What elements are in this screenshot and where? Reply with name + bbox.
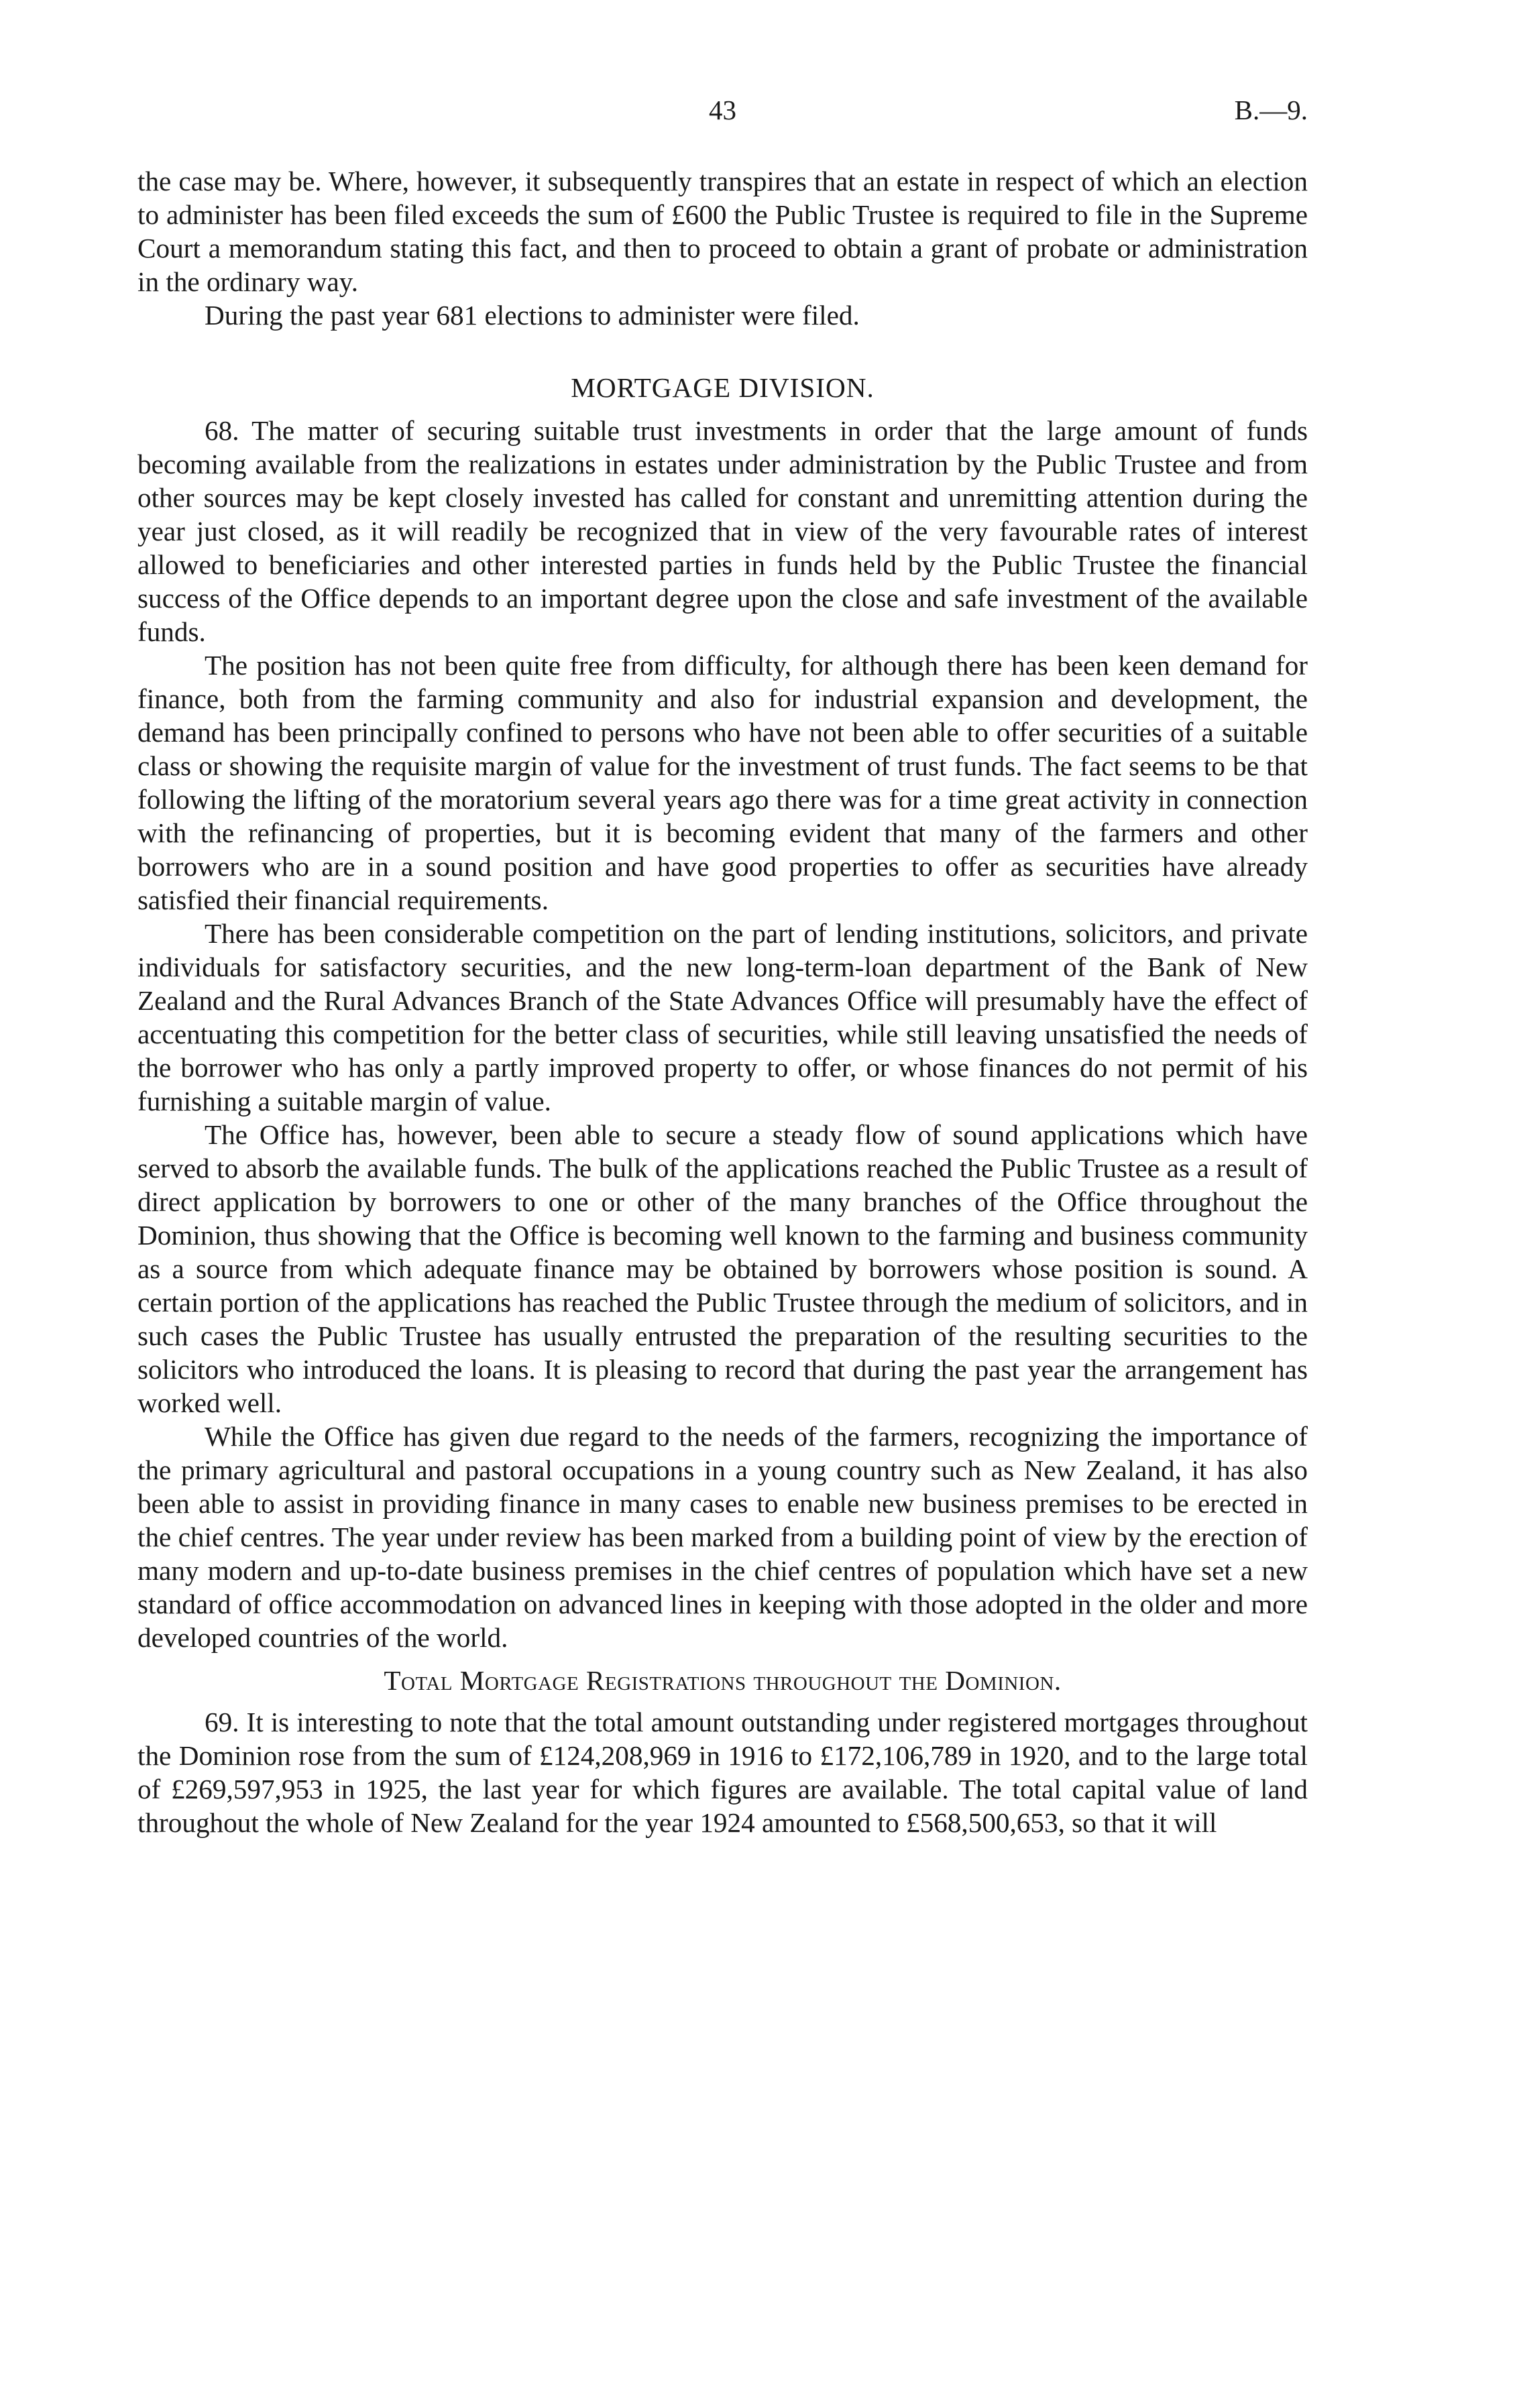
document-reference: B.—9. <box>1234 95 1308 125</box>
paragraph-farmers: While the Office has given due regard to the needs of the farmers, recognizing the importance of the primary agricultural and pastoral occupations in a young country such as New Zealand, it has also been able to assist in providing finance in many cases to enable new business premises to be erected in the chief centres. The year under review has been marked from a building point of view by the erection of many modern and up-to-date business premises in the chief centres of population which have set a new standard of office accommodation on advanced lines in keeping with those adopted in the older and more developed countries of the world. <box>137 1421 1308 1653</box>
paragraph-69: 69. It is interesting to note that the total amount outstanding under registered mortgages throughout the Dominion rose from the sum of £124,208,969 in 1916 to £172,106,789 in 1920, and to the large total of £269,597,953 in 1925, the last year for which figures are available. The total capital value of land throughout the whole of New Zealand for the year 1924 amounted to £568,500,653, so that it will <box>137 1707 1308 1838</box>
page-header <box>137 94 1308 134</box>
page-body <box>137 164 1308 1839</box>
paragraph-position: The position has not been quite free from difficulty, for although there has been keen demand for finance, both from the farming community and also for industrial expansion and development, the demand has been principally confined to persons who have not been able to offer securities of a suitable class or showing the requisite margin of value for the investment of trust funds. The fact seems to be that following the lifting of the moratorium several years ago there was for a time great activity in connection with the refinancing of properties, but it is becoming evident that many of the farmers and other borrowers who are in a sound position and have good properties to offer as securities have already satisfied their financial requirements. <box>137 650 1308 915</box>
paragraph-68: 68. The matter of securing suitable trust investments in order that the large amount of funds becoming available from the realizations in estates under administration by the Public Trustee and from other sources may be kept closely invested has called for constant and unremitting attention during the year just closed, as it will readily be recognized that in view of the very favourable rates of interest allowed to beneficiaries and other interested parties in funds held by the Public Trustee the financial success of the Office depends to an important degree upon the close and safe investment of the available funds. <box>137 415 1308 647</box>
paragraph-applications: The Office has, however, been able to secure a steady flow of sound applications which have served to absorb the available funds. The bulk of the applications reached the Public Trustee as a result of direct application by borrowers to one or other of the many branches of the Office throughout the Dominion, thus showing that the Office is becoming well known to the farming and business community as a source from which adequate finance may be obtained by borrowers whose position is sound. A certain portion of the applications has reached the Public Trustee through the medium of solicitors, and in such cases the Public Trustee has usually entrusted the preparation of the resulting securities to the solicitors who introduced the loans. It is pleasing to record that during the past year the arrangement has worked well. <box>137 1119 1308 1418</box>
section-heading-mortgage-division: MORTGAGE DIVISION. <box>571 372 875 403</box>
page-number: 43 <box>709 95 736 125</box>
paragraph-competition: There has been considerable competition on the part of lending institutions, solicitors, and private individuals for satisfactory securities, and the new long-term-loan department of the Bank of New Zealand and the Rural Advances Branch of the State Advances Office will presumably have the effect of accentuating this competition for the better class of securities, while still leaving unsatisfied the needs of the borrower who has only a partly improved property to offer, or whose finances do not permit of his furnishing a suitable margin of value. <box>137 918 1308 1116</box>
paragraph-continued: the case may be. Where, however, it subsequently transpires that an estate in respect of which an election to administer has been filed exceeds the sum of £600 the Public Trustee is required to file in the Supreme Court a memorandum stating this fact, and then to proceed to obtain a grant of probate or administration in the ordinary way. <box>137 166 1308 297</box>
paragraph-elections: During the past year 681 elections to administer were filed. <box>205 300 860 331</box>
subheading-total-mortgage-registrations: Total Mortgage Registrations throughout the Dominion. <box>384 1665 1062 1696</box>
